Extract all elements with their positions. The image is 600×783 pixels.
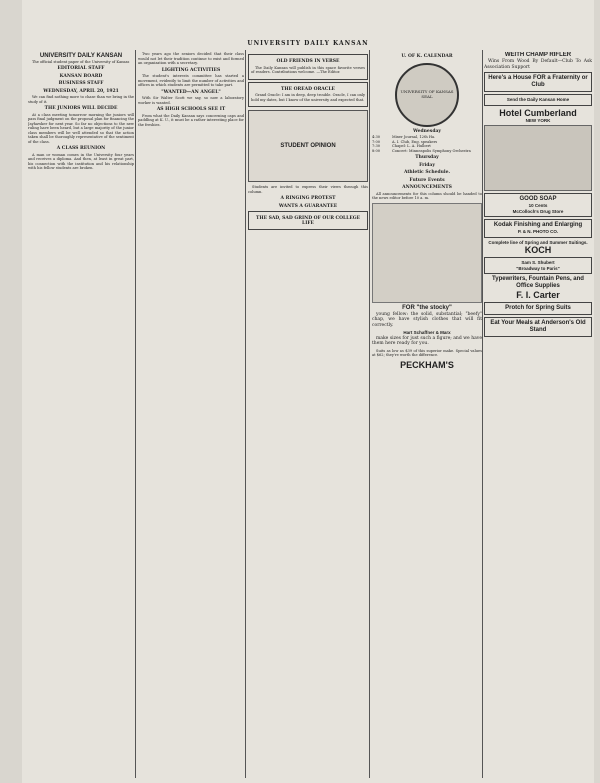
event-time: 7:30 [372,144,381,148]
day-heading: Wednesday [412,128,442,134]
stocky-text: young fellow: the solid, substantial; "beefy" chap, we have stylish clothes that will fit correctly. [372,311,482,328]
cartoon-label: STUDENT OPINION [280,142,336,149]
kodak-headline: Kodak Finishing and Enlarging [493,222,583,228]
oracle-heading: THE OREAD ORACLE [281,86,335,92]
event-time: 8:00 [372,148,381,153]
anderson-ad: Eat Your Meals at Anderson's Old Stand [484,317,592,337]
calendar-heading: U. OF K. CALENDAR [401,54,453,59]
weith-subhead: Wins From Wood By Default—Club To Ask Association Support [484,59,592,70]
wanted-heading: "WANTED—AN ANGEL" [161,89,221,95]
drug-store: McColloch's Drug Store [512,208,564,214]
athletic-heading: Athletic Schedule. [403,170,451,175]
column-editorial [28,52,134,777]
column-rule [245,50,246,778]
event-title: Chapel: L. A. Hulbert [392,144,431,148]
hotel-headline: Hotel Cumberland [499,107,577,118]
typewriters-headline: Typewriters, Fountain Pens, and Office Supplies [492,276,584,289]
column-calendar [372,52,482,777]
future-heading: Future Events [409,177,445,183]
reunion-heading: A CLASS REUNION [56,146,106,151]
soap-headline: GOOD SOAP [519,196,557,202]
paper-subtitle: The official student paper of the University of Kansas [32,59,130,64]
hart-headline: Hart Schaffner & Marx [403,330,451,335]
column-editorial-2 [138,52,244,777]
wanted-text: With Sir Walter Scott we say, so now a laboratory worker is wanted. [138,96,244,105]
paper-title: UNIVERSITY DAILY KANSAN [39,53,123,59]
seniors-text: Two years ago the seniors decided that their class would not let their tradition continue to exist and formed an organization with a secretary. [138,52,244,65]
high-school-text: From what the Daily Kansan says concerning caps and paddling at K. U., it must be a rather interesting place for the freshies. [138,113,244,127]
lighting-heading: LIGHTING ACTIVITIES [161,67,221,73]
event-title: Concert: Minneapolis Symphony Orchestra [392,148,471,153]
peckham-logo: PECKHAM'S [400,359,454,370]
koch-logo: KOCH [524,245,552,255]
editorial-quote: We can find nothing more to chase than we bring in the study of it. [28,95,134,104]
business-heading: BUSINESS STAFF [58,81,104,86]
day-heading: Thursday [415,155,439,160]
grind-heading: THE SAD, SAD GRIND OF OUR COLLEGE LIFE [255,216,361,226]
university-seal: UNIVERSITY OF KANSAS SEAL [395,63,459,127]
event-time: 7:00 [372,139,381,144]
suits-text: Suits as low as $39 of this superior make. Special values at $62; they're worth the difference. [372,348,482,357]
page-masthead: UNIVERSITY DAILY KANSAN [247,40,369,47]
announcements-text: All announcements for this column should be handed to the news editor before 10 a. m. [372,191,482,200]
column-rule [482,50,483,778]
calendar-event [372,149,482,154]
newspaper-page [22,0,594,783]
announcements-heading: ANNOUNCEMENTS [402,185,452,190]
suitings-text: Complete line of Spring and Summer Suitings. [488,239,588,245]
protest-heading: A RINGING PROTEST [280,196,336,201]
oracle-text: Grand Oracle: I am in deep, deep trouble. Oracle, I can only hold my dates, but I know of the university and expected that. [251,93,365,102]
board-heading: KANSAN BOARD [59,73,103,79]
event-time: 4:30 [372,135,381,139]
column-ads [484,52,592,777]
issue-date: WEDNESDAY, APRIL 20, 1921 [43,88,119,94]
house-ad: Here's a House FOR a Fraternity or Club [484,72,592,92]
opinion-text: Students are invited to express their views through this column. [248,185,368,194]
protch-ad: Protch for Spring Suits [484,302,592,315]
juniors-heading: THE JUNIORS WILL DECIDE [44,106,118,111]
lighting-text: The student's interests committee has started a movement, evidently to limit the number of activities and offices in which students are permitted to take part. [138,74,244,87]
event-title: Mixer Journal, 12th Ha. [392,135,436,139]
stocky-headline: FOR "the stocky" [402,304,452,311]
student-opinion-cartoon [248,110,368,182]
column-features [248,52,368,777]
photo-co: P. & N. PHOTO CO. [517,229,559,234]
event-title: A. I. Club, Eng. speakers [392,139,438,144]
verse-heading: OLD FRIENDS IN VERSE [276,59,340,64]
shubert-name: Sam S. Shubert [521,260,555,265]
column-rule [369,50,370,778]
soap-price: 10 Cents [528,203,548,208]
juniors-text: At a class meeting tomorrow morning the juniors will pass final judgment on the proposal plan for financing the Jayhawker for next year. So far no objections to the new ruling have been heard, but a large majority of the junior class members will be well attended so that the action taken shall be thoroughly representative of the sentiment of the class. [28,112,134,144]
day-heading: Friday [419,162,435,168]
hotel-illustration [484,125,592,191]
staff-heading: EDITORIAL STAFF [57,66,105,71]
weith-headline: WEITH CHAMP RIFLER [504,52,572,58]
hart-text: make sizes for just such a figure; and we have them here ready for you. [372,335,482,346]
man-illustration [372,203,482,303]
column-rule [135,50,136,778]
calendar-events [372,135,482,153]
high-school-heading: AS HIGH SCHOOLS SEE IT [156,107,226,112]
reunion-text: A man or woman comes in the University four years and receives a diploma. And then, at least in great part, his connection with the institution and his relationship with his fellow students are broken. [28,152,134,170]
verse-note: The Daily Kansan will publish in this space favorite verses of readers. Contributions welcome. —The Editor. [251,65,365,74]
guarantee-heading: WANTS A GUARANTEE [278,203,338,209]
broadway-title: "Broadway to Paris" [516,265,560,271]
hotel-city: NEW YORK [525,117,551,123]
send-home-ad: Send the Daily Kansan Home [484,94,592,106]
carter-name: F. I. Carter [516,290,560,300]
